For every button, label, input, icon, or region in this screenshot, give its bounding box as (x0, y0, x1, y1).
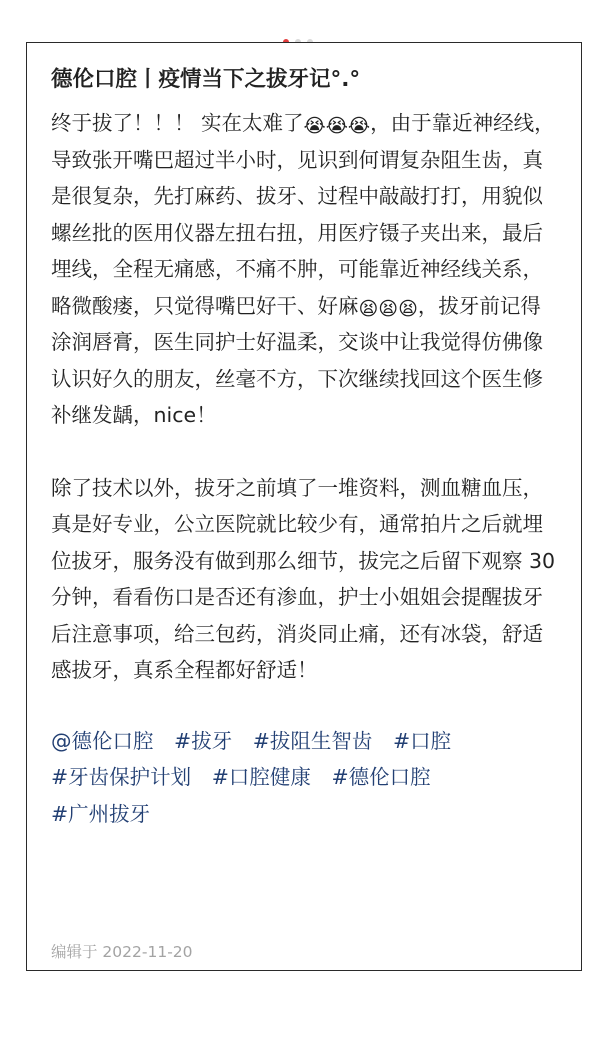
hashtag-link[interactable]: #拔阻生智齿 (252, 728, 373, 753)
post-card (26, 42, 582, 971)
crying-face-icon: 😭😭😭 (303, 115, 371, 137)
hashtag-link[interactable]: #拔牙 (174, 728, 233, 753)
hashtag-link[interactable]: #牙齿保护计划 (51, 765, 192, 789)
edit-timestamp: 编辑于 2022-11-20 (51, 943, 193, 961)
hashtag-link[interactable]: #广州拔牙 (51, 801, 151, 826)
paragraph-text: ，由于靠近神经线，导致张开嘴巴超过半小时，见识到何谓复杂阻生齿，真是很复杂，先打麻药、拔牙、过程中敲敲打打，用貌似螺丝批的医用仪器左扭右扭，用医疗镊子夹出来，最后埋线，全程无痛感，不痛不肿，可能靠近神经线关系，略微酸瘘，只觉得嘴巴好干、好麻 (51, 111, 555, 318)
post-paragraph-2: 除了技术以外，拔牙之前填了一堆资料，测血糖血压，真是好专业，公立医院就比较少有，通常拍片之后就埋位拔牙，服务没有做到那么细节，拔完之后留下观察 30 分钟，看看伤口是否还有渗血，护士小姐姐会提醒拔牙后注意事项，给三包药，消炎同止痛，还有冰袋，舒适感拔牙，真系全程都好舒适！ (51, 475, 556, 682)
hashtag-link[interactable]: #德伦口腔 (331, 765, 431, 789)
mention-link[interactable]: @德伦口腔 (51, 728, 154, 753)
paragraph-text: ，拔牙前记得涂润唇膏，医生同护士好温柔，交谈中让我觉得仿佛像认识好久的朋友，丝毫不方，下次继续找回这个医生修补继发龋，nice！ (51, 293, 543, 427)
post-tags (51, 723, 559, 833)
post-title: 德伦口腔丨疫情当下之拔牙记°.° (51, 67, 361, 92)
paragraph-text: 终于拔了！！！ 实在太难了 (51, 111, 304, 135)
hashtag-link[interactable]: #口腔健康 (211, 765, 311, 789)
hashtag-link[interactable]: #口腔 (392, 728, 452, 753)
tired-face-icon: 😫😫😫 (358, 297, 418, 320)
post-paragraph-1 (51, 105, 559, 434)
post-content (51, 61, 559, 832)
